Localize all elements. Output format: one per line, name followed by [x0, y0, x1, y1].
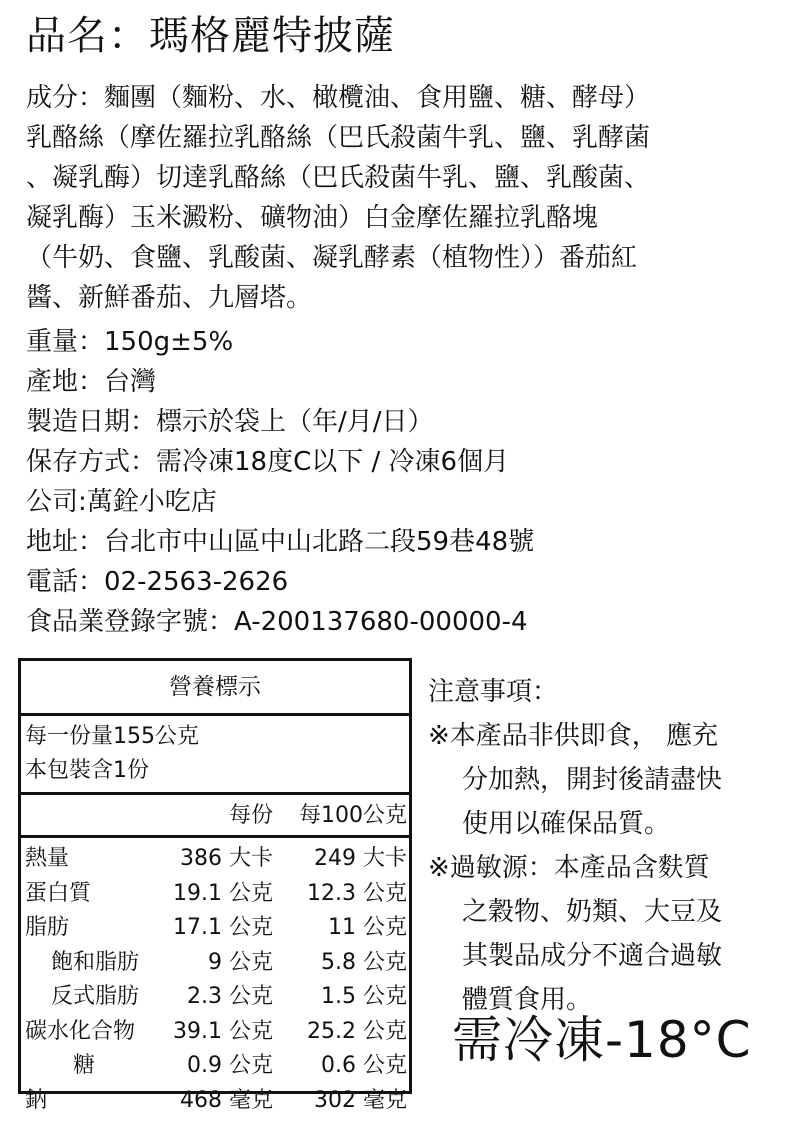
- nutrition-row: [21, 877, 409, 912]
- serving-size: 每一份量155公克: [25, 724, 199, 749]
- per-100g-value: 302 毫克: [314, 1087, 407, 1113]
- per-100g-header: 每100公克: [299, 803, 407, 828]
- ingredients-line: （牛奶、食鹽、乳酸菌、凝乳酵素（植物性））番茄紅: [26, 243, 638, 273]
- nutrition-row: [21, 1084, 409, 1119]
- nutrient-name: 碳水化合物: [25, 1018, 136, 1044]
- product-info: [26, 78, 786, 642]
- nutrition-row: [21, 980, 409, 1015]
- nutrition-row: [21, 842, 409, 877]
- ingredients-line: 成分：麵團（麵粉、水、橄欖油、食用鹽、糖、酵母）: [26, 83, 651, 113]
- allergen-line: 體質食用。: [462, 985, 593, 1015]
- per-serving-value: 9 公克: [208, 949, 273, 975]
- nutrition-row: [21, 911, 409, 946]
- nutrient-name: 蛋白質: [25, 880, 92, 906]
- ingredients-line: 醬、新鮮番茄、九層塔。: [26, 283, 313, 313]
- per-100g-value: 0.6 公克: [321, 1053, 407, 1078]
- nutrient-name: 飽和脂肪: [51, 949, 140, 975]
- per-serving-header: 每份: [228, 803, 273, 828]
- phone-line: 電話：02-2563-2626: [26, 567, 289, 597]
- nutrient-name: 脂肪: [25, 915, 70, 940]
- nutrition-table: [18, 658, 412, 1113]
- servings-per-pack: 本包裝含1份: [25, 758, 149, 783]
- manufacture-date-line: 製造日期：標示於袋上（年/月/日）: [26, 407, 434, 437]
- registration-line: 食品業登錄字號：A-200137680-00000-4: [26, 607, 528, 637]
- per-100g-value: 249 大卡: [314, 846, 407, 871]
- per-100g-value: 5.8 公克: [321, 949, 407, 975]
- nutrition-header: [21, 795, 409, 838]
- per-serving-value: 17.1 公克: [173, 915, 273, 940]
- weight-line: 重量：150g±5%: [26, 327, 234, 357]
- per-serving-value: 39.1 公克: [173, 1018, 273, 1044]
- nutrient-name: 鈉: [25, 1087, 48, 1113]
- nutrition-row: [21, 946, 409, 981]
- frozen-label: 需冷凍-18°C: [452, 1011, 752, 1069]
- per-serving-value: 386 大卡: [180, 846, 273, 871]
- product-name: 品名：瑪格麗特披薩: [26, 13, 395, 59]
- ingredients-line: 乳酪絲（摩佐羅拉乳酪絲（巴氏殺菌牛乳、鹽、乳酵菌: [26, 123, 651, 153]
- precaution-line: ※本產品非供即食， 應充: [428, 721, 719, 751]
- precaution-line: 使用以確保品質。: [462, 809, 671, 839]
- per-serving-value: 2.3 公克: [187, 984, 273, 1009]
- per-100g-value: 11 公克: [328, 915, 407, 940]
- precautions-heading: 注意事項：: [428, 677, 559, 707]
- nutrition-row: [21, 1049, 409, 1084]
- per-serving-value: 19.1 公克: [173, 880, 273, 906]
- allergen-line: ※過敏源：本產品含麩質: [428, 853, 710, 883]
- per-100g-value: 12.3 公克: [307, 880, 407, 906]
- serving-info: [21, 716, 409, 795]
- precautions: [428, 670, 788, 1022]
- ingredients-line: 凝乳酶）玉米澱粉、礦物油）白金摩佐羅拉乳酪塊: [26, 203, 599, 233]
- precaution-line: 分加熱，開封後請盡快: [462, 765, 723, 795]
- per-100g-value: 1.5 公克: [321, 984, 407, 1009]
- per-serving-value: 468 毫克: [180, 1087, 273, 1113]
- origin-line: 產地：台灣: [26, 367, 157, 397]
- allergen-line: 其製品成分不適合過敏: [462, 941, 723, 971]
- company-line: 公司:萬銓小吃店: [26, 487, 217, 517]
- nutrient-name: 反式脂肪: [51, 984, 140, 1009]
- address-line: 地址：台北市中山區中山北路二段59巷48號: [26, 527, 535, 557]
- per-serving-value: 0.9 公克: [187, 1053, 273, 1078]
- allergen-line: 之穀物、奶類、大豆及: [462, 897, 723, 927]
- nutrient-name: 糖: [73, 1053, 96, 1078]
- ingredients-line: 、凝乳酶）切達乳酪絲（巴氏殺菌牛乳、鹽、乳酸菌、: [26, 163, 651, 193]
- nutrient-name: 熱量: [25, 846, 70, 871]
- nutrition-rows: [21, 838, 409, 1118]
- nutrition-row: [21, 1015, 409, 1050]
- storage-line: 保存方式：需冷凍18度C以下 / 冷凍6個月: [26, 447, 510, 477]
- per-100g-value: 25.2 公克: [307, 1018, 407, 1044]
- nutrition-title: 營養標示: [21, 661, 409, 716]
